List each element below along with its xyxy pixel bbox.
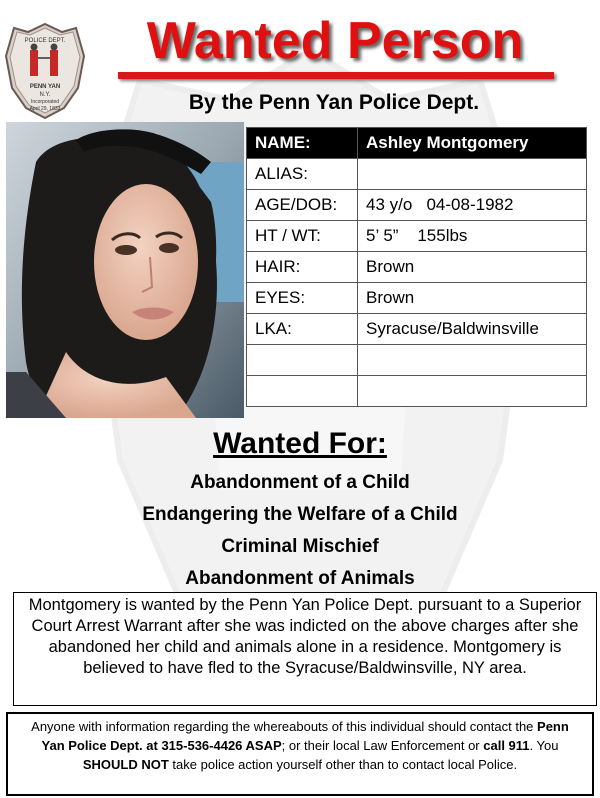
charge-item: Abandonment of Animals: [185, 568, 415, 589]
badge-state: N.Y.: [39, 92, 51, 98]
details-row-alias: [247, 159, 587, 190]
details-label: ALIAS:: [247, 159, 358, 190]
details-row-name: [247, 128, 587, 159]
title-underline: [118, 72, 554, 79]
badge-date: April 29, 1833: [29, 106, 61, 112]
badge-name: PENN YAN: [29, 84, 61, 90]
poster-subtitle: By the Penn Yan Police Dept.: [188, 91, 480, 114]
contact-text: . You: [529, 738, 559, 753]
details-label: HT / WT:: [247, 221, 358, 252]
charge-item: Criminal Mischief: [221, 536, 379, 557]
details-row-height-weight: [247, 221, 587, 252]
charge-item: Endangering the Welfare of a Child: [142, 504, 458, 525]
suspect-details-table: [246, 127, 587, 407]
details-value: Brown: [358, 283, 587, 314]
details-value: [358, 159, 587, 190]
details-row-hair: [247, 252, 587, 283]
details-label: LKA:: [247, 314, 358, 345]
details-value: [358, 345, 587, 376]
details-row-blank: [247, 376, 587, 407]
details-label: NAME:: [247, 128, 358, 159]
details-row-eyes: [247, 283, 587, 314]
police-badge-logo: [4, 22, 86, 120]
details-label: HAIR:: [247, 252, 358, 283]
details-row-age-dob: [247, 190, 587, 221]
wanted-for-heading: Wanted For:: [213, 427, 387, 460]
badge-incorporated: Incorporated: [30, 99, 60, 105]
charge-item: Abandonment of a Child: [190, 472, 410, 493]
details-value: Ashley Montgomery: [358, 128, 587, 159]
contact-warning: SHOULD NOT: [82, 757, 169, 772]
contact-text: Anyone with information regarding the whereabouts of this individual should contact the: [31, 719, 538, 734]
badge-top-text: POLICE DEPT.: [24, 38, 66, 44]
contact-notice: [6, 712, 594, 796]
details-row-lka: [247, 314, 587, 345]
details-value: 43 y/o 04-08-1982: [358, 190, 587, 221]
contact-phone: Penn Yan Police Dept. at 315-536-4426 ASAP: [41, 719, 569, 753]
details-label: [247, 376, 358, 407]
contact-text: ; or their local Law Enforcement or: [281, 738, 484, 753]
details-label: AGE/DOB:: [247, 190, 358, 221]
contact-911: call 911: [483, 738, 530, 753]
subject-photo: [6, 122, 244, 418]
details-value: [358, 376, 587, 407]
contact-text: take police action yourself other than to contact local Police.: [168, 757, 518, 772]
details-label: [247, 345, 358, 376]
details-value: Syracuse/Baldwinsville: [358, 314, 587, 345]
details-value: Brown: [358, 252, 587, 283]
details-value: 5’ 5” 155lbs: [358, 221, 587, 252]
case-description: Montgomery is wanted by the Penn Yan Police Dept. pursuant to a Superior Court Arrest Warrant after she was indicted on the above charges after she abandoned her child and animals alone in a residence. Montgomery is believed to have fled to the Syracuse/Baldwinsville, NY area.: [13, 592, 597, 706]
details-label: EYES:: [247, 283, 358, 314]
poster-title: Wanted Person: [146, 12, 524, 70]
details-row-blank: [247, 345, 587, 376]
